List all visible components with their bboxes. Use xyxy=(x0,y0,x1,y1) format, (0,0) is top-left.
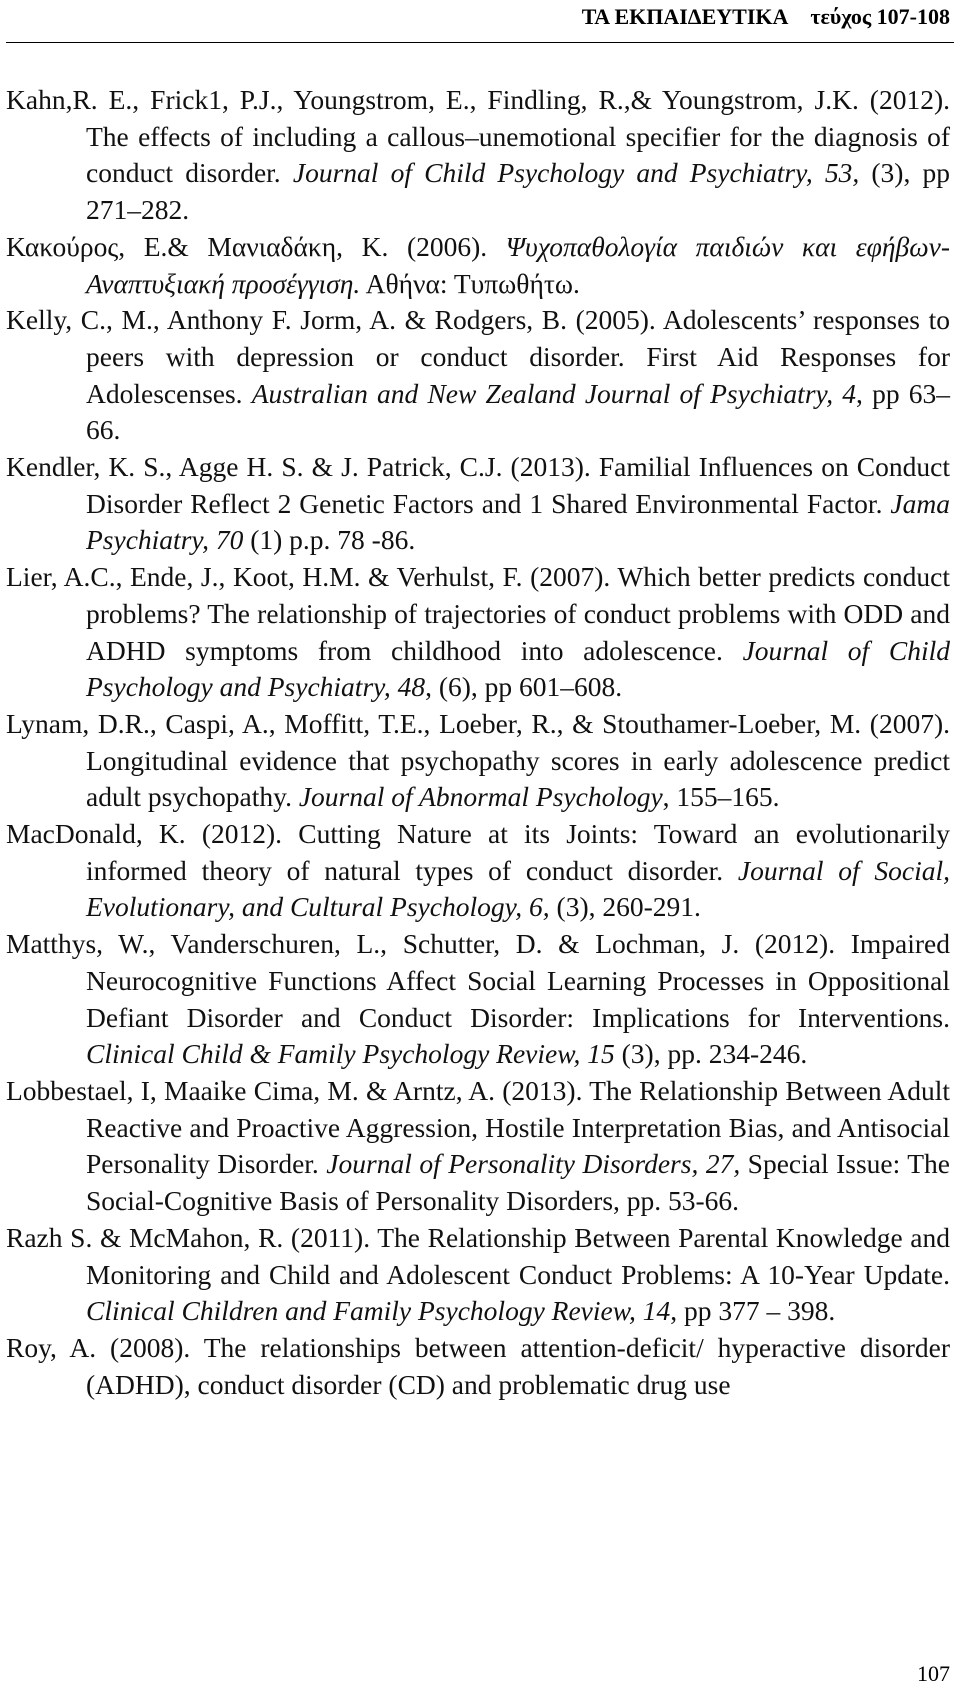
reference-text: Kelly, C., M., Anthony F. Jorm, A. & Rodgers, B. (2005). Adolescents’ responses to peers with depression or conduct disorder. First Aid Responses for Adolescenses. xyxy=(6,304,950,409)
reference-source: Journal of Child Psychology and Psychiatry, 48 xyxy=(86,634,950,703)
reference-text: Kendler, K. S., Agge H. S. & J. Patrick, C.J. (2013). Familial Influences on Conduct Disorder Reflect 2 Genetic Factors and 1 Shared Environmental Factor. xyxy=(6,451,950,519)
reference-entry xyxy=(6,816,950,926)
reference-text: Kahn,R. E., Frick1, P.J., Youngstrom, E., Findling, R.,& Youngstrom, J.K. (2012). The effects of including a callous–unemotional specifier for the diagnosis of conduct disorder. xyxy=(6,84,950,189)
reference-entry xyxy=(6,1073,950,1220)
reference-entry xyxy=(6,302,950,449)
reference-source: Australian and New Zealand Journal of Psychiatry, 4 xyxy=(251,377,857,409)
reference-text: Special Issue: The Social-Cognitive Basis of Personality Disorders, pp. 53-66. xyxy=(86,1148,951,1217)
reference-source: Journal of Personality Disorders, 27, xyxy=(326,1148,741,1180)
reference-text: , pp 377 – 398. xyxy=(670,1295,836,1327)
reference-source: Jama Psychiatry, 70 xyxy=(86,487,950,556)
reference-entry xyxy=(6,449,950,559)
reference-entry xyxy=(6,82,950,229)
reference-text: Razh S. & McMahon, R. (2011). The Relationship Between Parental Knowledge and Monitoring and Child and Adolescent Conduct Problems: A 10-Year Update. xyxy=(6,1221,950,1290)
reference-text: (1) p.p. 78 -86. xyxy=(243,524,416,556)
reference-text: , (6), pp 601–608. xyxy=(425,671,623,703)
reference-list xyxy=(6,82,950,1403)
reference-text: (3), pp 271–282. xyxy=(86,157,950,226)
reference-text: Roy, A. (2008). The relationships between attention-deficit/ hyperactive disorder (ADHD), conduct disorder (CD) and problematic drug use xyxy=(6,1331,950,1400)
reference-text: , 155–165. xyxy=(662,781,780,813)
reference-text: Lobbestael, I, Maaike Cima, M. & Arntz, A. (2013). The Relationship Between Adult Reactive and Proactive Aggression, Hostile Interpretation Bias, and Antisocial Personality Disorder. xyxy=(6,1074,950,1180)
reference-text: Matthys, W., Vanderschuren, L., Schutter, D. & Lochman, J. (2012). Impaired Neurocognitive Functions Affect Social Learning Processes in Oppositional Defiant Disorder and Conduct Disorder: Implications for Interventions. xyxy=(6,928,950,1033)
reference-entry xyxy=(6,706,950,816)
reference-entry xyxy=(6,1330,950,1403)
running-header xyxy=(582,4,950,30)
reference-source: Clinical Child & Family Psychology Review, 15 xyxy=(86,1038,615,1070)
reference-text: Αθήνα: Τυπωθήτω. xyxy=(360,267,580,299)
reference-source: Journal of Child Psychology and Psychiatry, 53, xyxy=(292,157,860,189)
reference-text: (3), pp. 234-246. xyxy=(614,1038,808,1070)
reference-entry xyxy=(6,1220,950,1330)
reference-source: Journal of Social, Evolutionary, and Cultural Psychology, 6, xyxy=(86,854,950,923)
reference-text: Lynam, D.R., Caspi, A., Moffitt, T.E., Loeber, R., & Stouthamer-Loeber, M. (2007). Longitudinal evidence that psychopathy scores in early adolescence predict adult psychopathy. xyxy=(6,707,950,813)
reference-text: , pp 63–66. xyxy=(86,377,950,446)
reference-source: Journal of Abnormal Psychology xyxy=(298,781,663,813)
page-number: 107 xyxy=(917,1661,950,1686)
reference-text: (3), 260-291. xyxy=(549,891,701,923)
reference-text: Lier, A.C., Ende, J., Koot, H.M. & Verhulst, F. (2007). Which better predicts conduct problems? The relationship of trajectories of conduct problems with ODD and ADHD symptoms from childhood into adolescence. xyxy=(6,561,950,666)
journal-title: ΤΑ ΕΚΠΑΙΔΕΥΤΙΚΑ xyxy=(581,4,789,29)
reference-text: MacDonald, K. (2012). Cutting Nature at its Joints: Toward an evolutionarily informed theory of natural types of conduct disorder. xyxy=(6,818,950,886)
reference-entry xyxy=(6,229,950,302)
reference-source: Clinical Children and Family Psychology Review, 14 xyxy=(86,1295,671,1327)
issue-number: τεύχος 107-108 xyxy=(810,4,950,29)
reference-source: Ψυχοπαθολογία παιδιών και εφήβων- Αναπτυξιακή προσέγγιση. xyxy=(86,230,950,299)
reference-entry xyxy=(6,926,950,1073)
header-rule xyxy=(6,42,954,43)
reference-text: Κακούρος, Ε.& Μανιαδάκη, Κ. (2006). xyxy=(6,230,506,262)
reference-entry xyxy=(6,559,950,706)
